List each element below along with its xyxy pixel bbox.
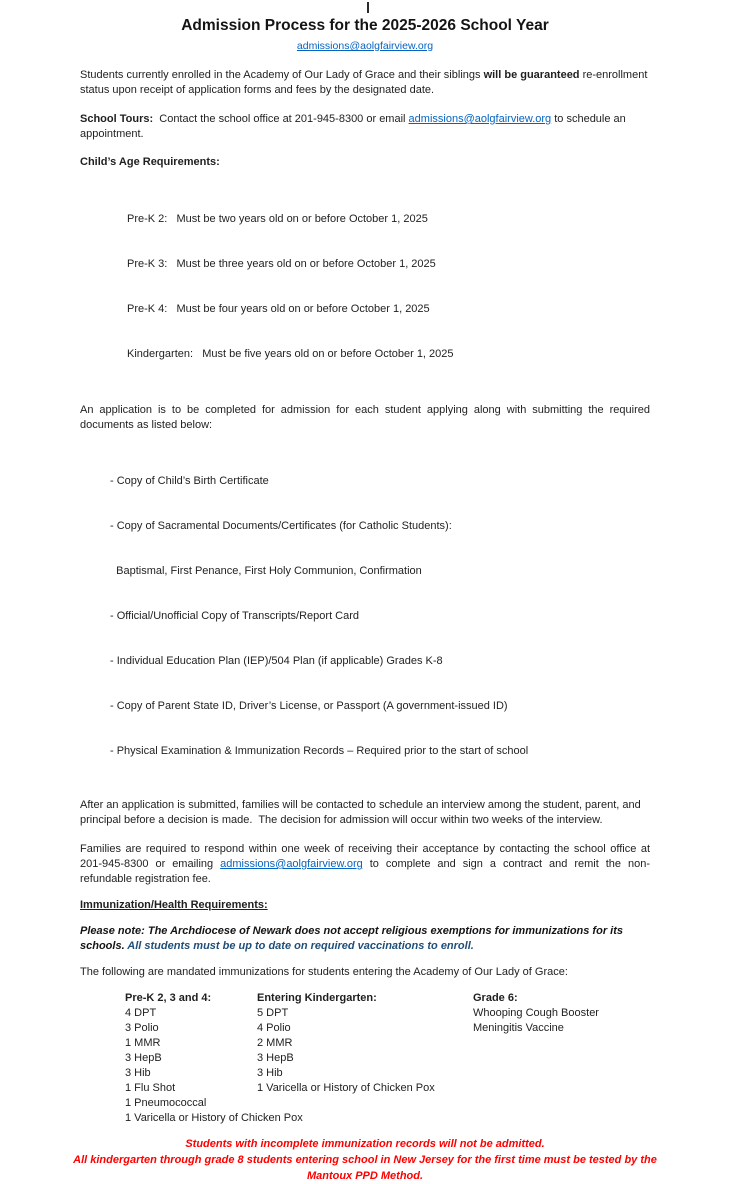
immunization-table xyxy=(125,991,730,1126)
immunization-item: 3 Hib xyxy=(125,1067,151,1079)
immunization-column-header: Pre-K 2, 3 and 4: xyxy=(125,992,212,1004)
page-title: Admission Process for the 2025-2026 School Year xyxy=(181,17,549,34)
respond-text-pre: Families are required to respond within one week of receiving their acceptance by contacting the school office at 201-945-8300 or emailing xyxy=(80,843,654,870)
immunization-note-paragraph xyxy=(80,924,650,954)
immunization-item: 1 Varicella or History of Chicken Pox xyxy=(125,1112,303,1124)
enrollment-text-bold: will be guaranteed xyxy=(483,69,580,81)
warning-line-1: Students with incomplete immunization records will not be admitted. xyxy=(185,1138,545,1150)
respond-email-link[interactable]: admissions@aolgfairview.org xyxy=(220,858,363,870)
document-list-item: - Individual Education Plan (IEP)/504 Plan (if applicable) Grades K-8 xyxy=(110,655,443,667)
immunization-item: 1 MMR xyxy=(125,1037,161,1049)
age-requirements-heading: Child’s Age Requirements: xyxy=(80,156,220,168)
required-documents-list xyxy=(110,444,670,789)
enrollment-paragraph xyxy=(80,68,650,98)
warning-block xyxy=(72,1136,658,1184)
school-tours-text-pre: Contact the school office at 201-945-8300 or email xyxy=(153,113,409,125)
age-requirement-item: Pre-K 4: Must be four years old on or before October 1, 2025 xyxy=(127,303,430,315)
document-list-item: - Copy of Child’s Birth Certificate xyxy=(110,475,269,487)
immunization-item: 3 Polio xyxy=(125,1022,159,1034)
immunization-item: 2 MMR xyxy=(257,1037,293,1049)
school-tours-email-link[interactable]: admissions@aolgfairview.org xyxy=(408,113,552,125)
document-list-item: - Copy of Parent State ID, Driver’s License, or Passport (A government-issued ID) xyxy=(110,700,508,712)
immunization-item: 3 HepB xyxy=(125,1052,162,1064)
immunization-item: 1 Pneumococcal xyxy=(125,1097,207,1109)
immunization-item: Whooping Cough Booster xyxy=(473,1007,599,1019)
text-cursor xyxy=(367,2,369,13)
immunization-column-header: Grade 6: xyxy=(473,992,518,1004)
header-email-line xyxy=(0,39,730,53)
warning-line-2: All kindergarten through grade 8 students entering school in New Jersey for the first time must be tested by the Mantoux PPD Method. xyxy=(73,1154,657,1182)
age-requirement-item: Pre-K 3: Must be three years old on or before October 1, 2025 xyxy=(127,258,436,270)
immunization-column-grade6 xyxy=(473,991,730,1126)
respond-paragraph xyxy=(80,842,654,887)
document-list-item: Baptismal, First Penance, First Holy Communion, Confirmation xyxy=(110,565,422,577)
immunization-item: 4 Polio xyxy=(257,1022,291,1034)
school-tours-text-post: to schedule an appointment. xyxy=(80,113,629,140)
age-requirement-item: Pre-K 2: Must be two years old on or before October 1, 2025 xyxy=(127,213,428,225)
note-text-black: Please note: The Archdiocese of Newark does not accept religious exemptions for immunizations for its schools. xyxy=(80,925,627,952)
immunization-item: 3 Hib xyxy=(257,1067,283,1079)
age-requirements-list xyxy=(127,182,670,392)
document-list-item: - Physical Examination & Immunization Records – Required prior to the start of school xyxy=(110,745,529,757)
immunization-item: 1 Varicella or History of Chicken Pox xyxy=(257,1082,435,1094)
immunization-item: 5 DPT xyxy=(257,1007,289,1019)
immunization-heading xyxy=(80,898,650,913)
school-tours-paragraph xyxy=(80,112,650,142)
immunization-heading-text: Immunization/Health Requirements: xyxy=(80,899,268,911)
age-requirement-item: Kindergarten: Must be five years old on or before October 1, 2025 xyxy=(127,348,454,360)
document-list-item: - Copy of Sacramental Documents/Certificates (for Catholic Students): xyxy=(110,520,452,532)
header-email-link[interactable]: admissions@aolgfairview.org xyxy=(296,40,434,52)
application-intro-paragraph: An application is to be completed for admission for each student applying along with submitting the required documents as listed below: xyxy=(80,404,654,431)
enrollment-text-post: re-enrollment status upon receipt of application forms and fees by the designated date. xyxy=(80,69,651,96)
school-tours-label: School Tours: xyxy=(80,113,154,125)
immunization-item: 1 Flu Shot xyxy=(125,1082,176,1094)
respond-text-post: to complete and sign a contract and remit the non-refundable registration fee. xyxy=(80,858,650,885)
enrollment-text-pre: Students currently enrolled in the Academy of Our Lady of Grace and their siblings xyxy=(80,69,484,81)
interview-paragraph: After an application is submitted, families will be contacted to schedule an interview among the student, parent, and principal before a decision is made. The decision for admission will occur within two weeks of the interview. xyxy=(80,799,644,826)
immunization-column-header: Entering Kindergarten: xyxy=(257,992,377,1004)
immunization-column-kindergarten xyxy=(257,991,473,1126)
immunization-item: 3 HepB xyxy=(257,1052,294,1064)
immunization-item: 4 DPT xyxy=(125,1007,157,1019)
immunization-intro: The following are mandated immunizations for students entering the Academy of Our Lady of Grace: xyxy=(80,966,568,978)
immunization-item: Meningitis Vaccine xyxy=(473,1022,564,1034)
document-list-item: - Official/Unofficial Copy of Transcripts/Report Card xyxy=(110,610,360,622)
note-text-blue: All students must be up to date on required vaccinations to enroll. xyxy=(127,940,474,952)
